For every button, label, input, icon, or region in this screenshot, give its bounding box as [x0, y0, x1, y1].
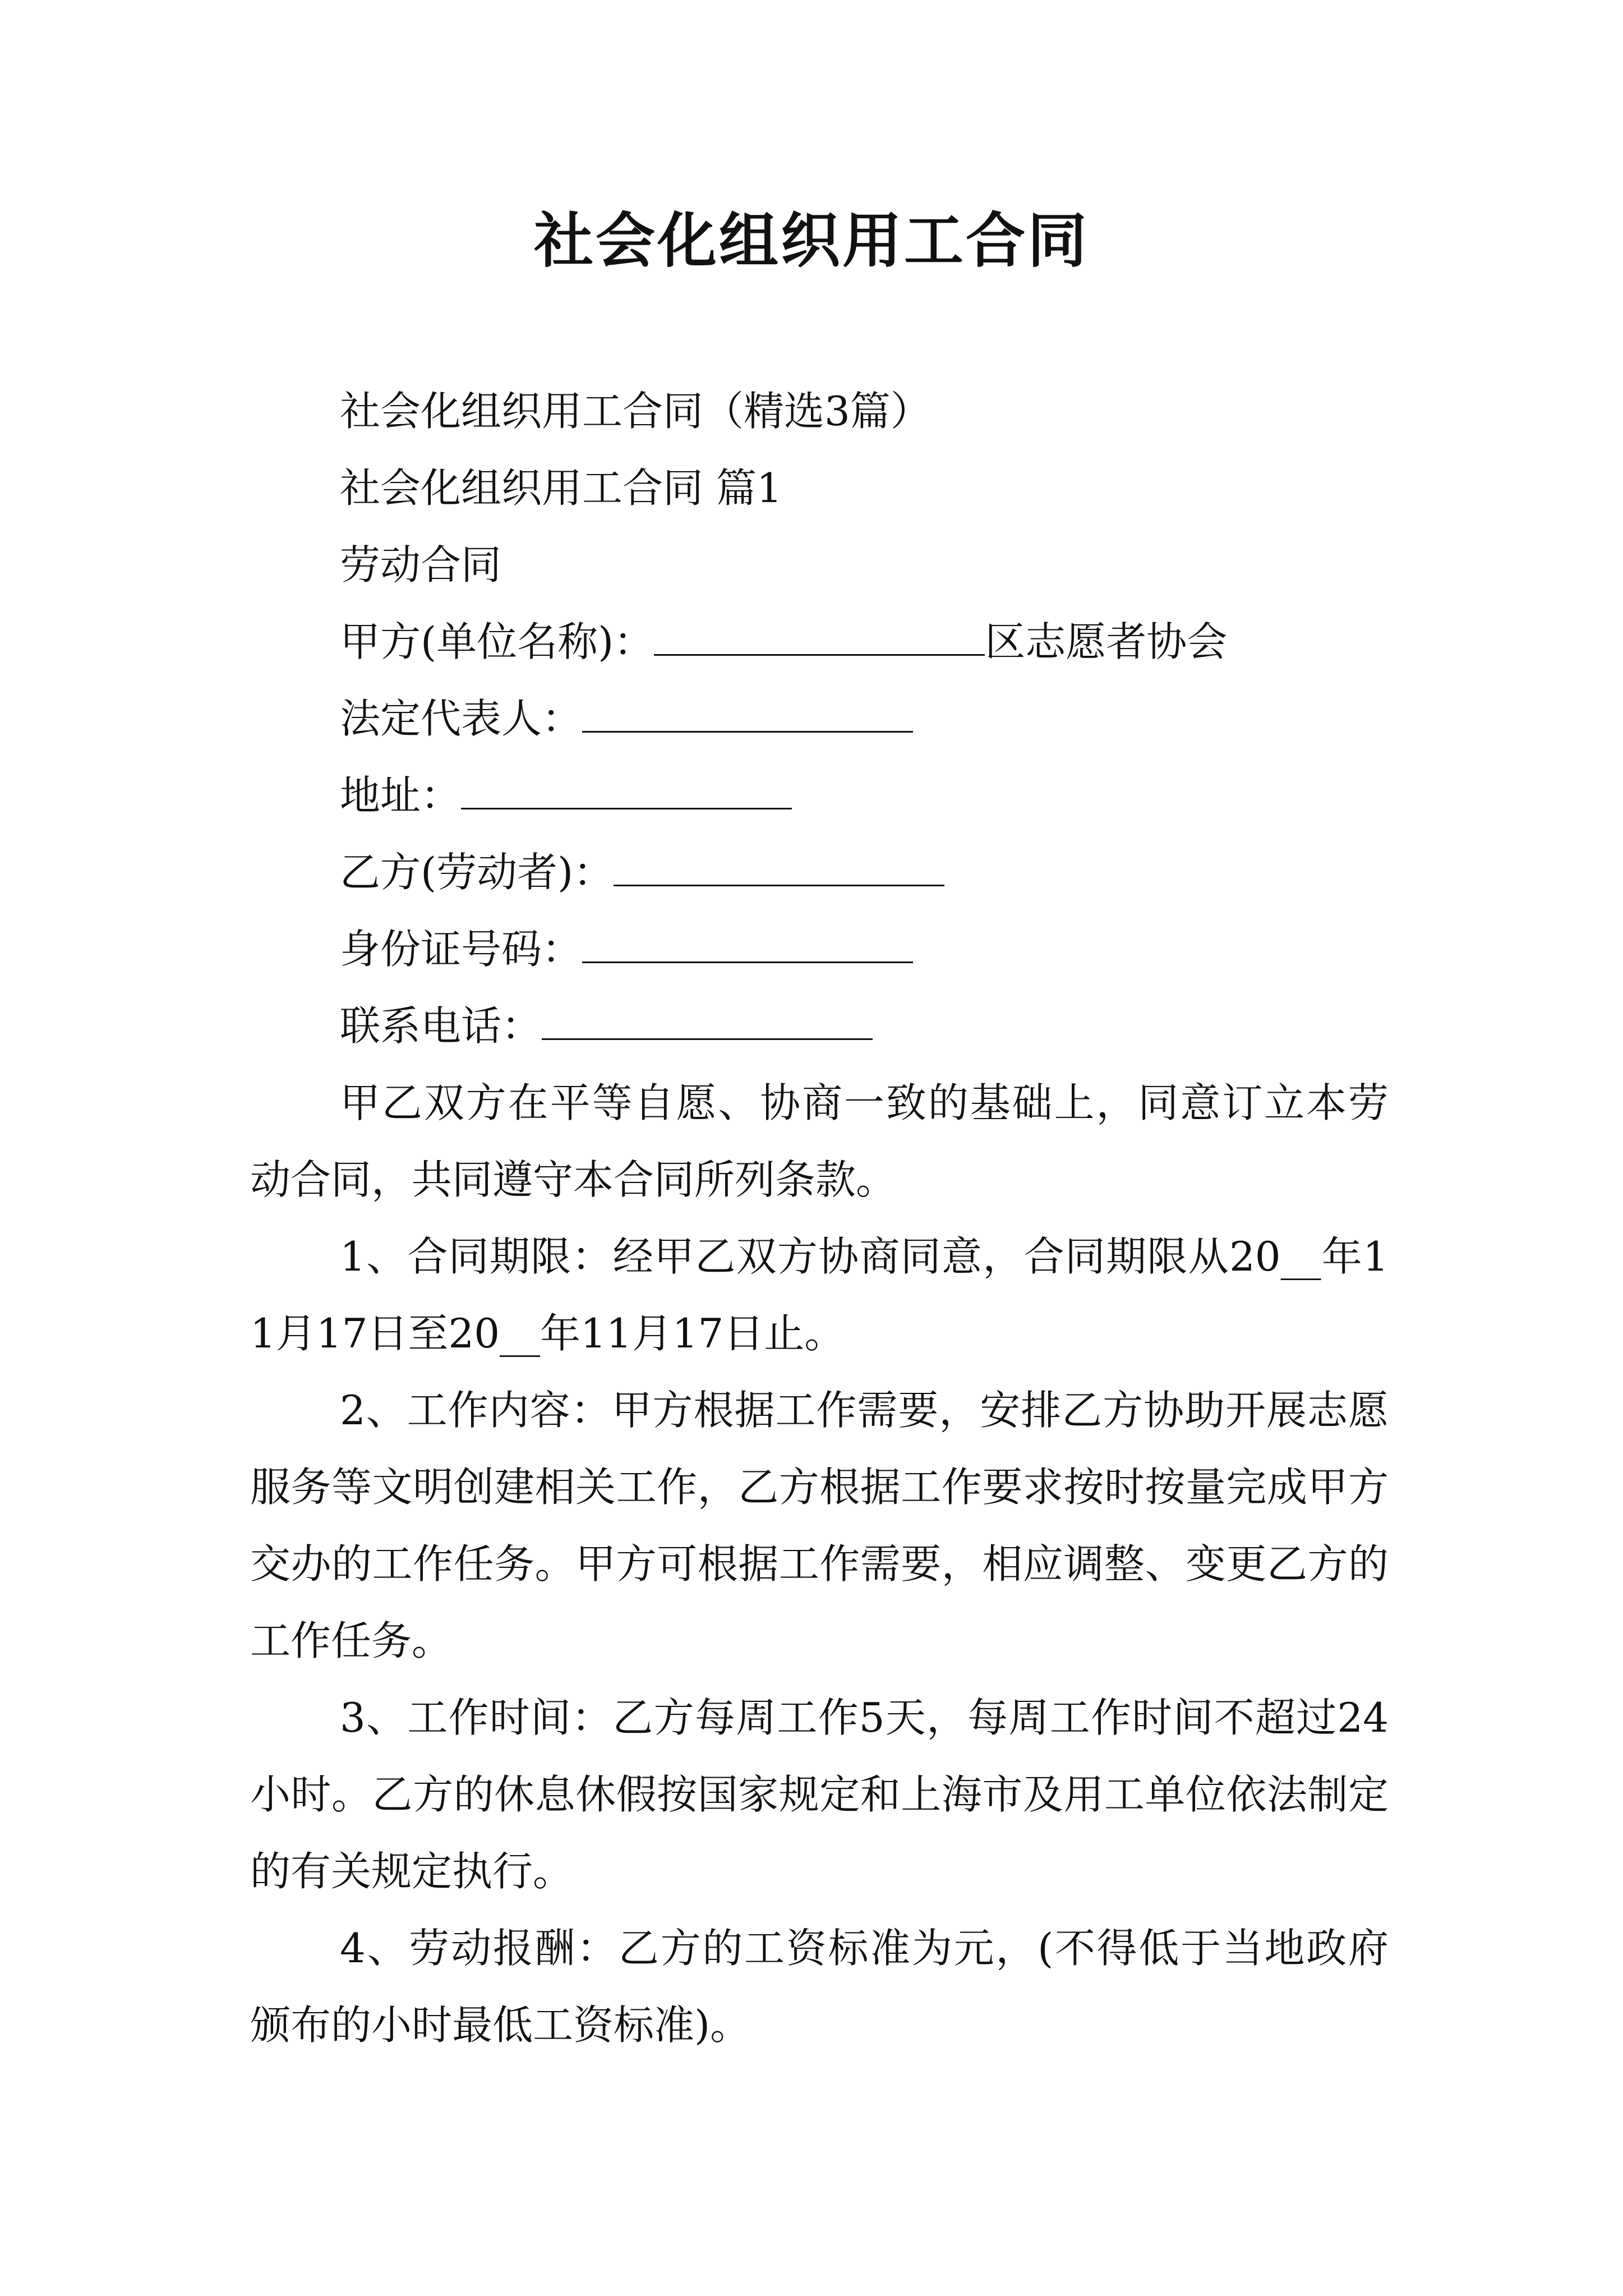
legal-rep-blank [582, 696, 913, 733]
document-body [250, 373, 1389, 2064]
id-number-label: 身份证号码： [340, 926, 583, 973]
party-a-suffix: 区志愿者协会 [985, 618, 1228, 665]
party-a-label: 甲方(单位名称)： [340, 618, 654, 665]
clause-2-work-content: 2、工作内容：甲方根据工作需要，安排乙方协助开展志愿服务等文明创建相关工作，乙方根据工作要求按时按量完成甲方交办的工作任务。甲方可根据工作需要，相应调整、变更乙方的工作任务。 [250, 1387, 1389, 1664]
clause-4-remuneration: 4、劳动报酬：乙方的工资标准为元，(不得低于当地政府颁布的小时最低工资标准)。 [250, 1925, 1389, 2049]
intro-paragraph: 甲乙双方在平等自愿、协商一致的基础上，同意订立本劳动合同，共同遵守本合同所列条款。 [250, 1079, 1389, 1203]
phone-label: 联系电话： [340, 1002, 542, 1050]
phone-line [250, 988, 1389, 1065]
address-line [250, 757, 1389, 834]
party-b-blank [614, 850, 944, 886]
id-number-line [250, 911, 1389, 988]
address-label: 地址： [340, 772, 462, 819]
contract-type-heading: 劳动合同 [340, 541, 502, 588]
address-blank [461, 773, 792, 809]
legal-rep-label: 法定代表人： [340, 695, 583, 742]
legal-rep-line [250, 680, 1389, 757]
party-b-label: 乙方(劳动者)： [340, 849, 614, 896]
phone-blank [542, 1004, 873, 1040]
id-number-blank [582, 927, 913, 963]
heading-selected: 社会化组织用工合同（精选3篇） [340, 388, 931, 435]
party-b-line [250, 834, 1389, 911]
clause-1-term: 1、合同期限：经甲乙双方协商同意，合同期限从20__年11月17日至20__年11月17日止。 [250, 1233, 1389, 1357]
party-a-blank [654, 619, 985, 656]
document-title: 社会化组织用工合同 [534, 206, 1089, 275]
clause-3-work-hours: 3、工作时间：乙方每周工作5天，每周工作时间不超过24小时。乙方的休息休假按国家规定和上海市及用工单位依法制定的有关规定执行。 [250, 1694, 1389, 1895]
party-a-line [250, 604, 1389, 680]
heading-part-1: 社会化组织用工合同 篇1 [340, 464, 782, 512]
